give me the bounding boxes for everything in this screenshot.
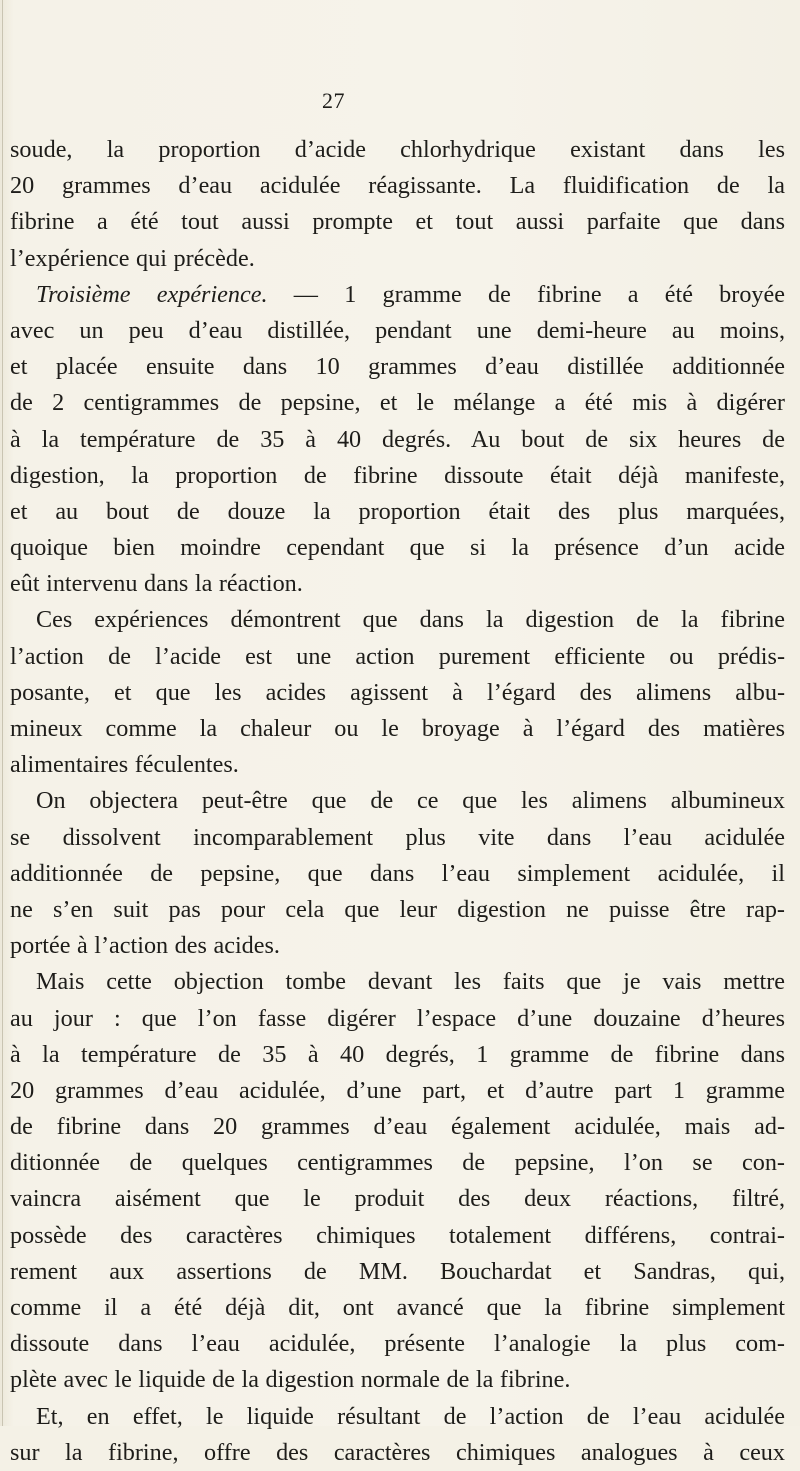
text-line-content: Et, en effet, le liquide résultant de l’action de l’eau acidulée: [36, 1402, 785, 1430]
text-line-content: l’expérience qui précède.: [10, 244, 255, 272]
text-line-content: l’action de l’acide est une action purement efficiente ou prédis-: [10, 642, 785, 670]
text-line: [10, 602, 785, 638]
text-line: [10, 1073, 785, 1109]
text-line: [10, 566, 785, 602]
text-line-content: quoique bien moindre cependant que si la présence d’un acide: [10, 534, 785, 562]
text-line: [10, 1435, 785, 1471]
text-line-content: mineux comme la chaleur ou le broyage à l’égard des matières: [10, 715, 785, 742]
text-line: [10, 1037, 785, 1073]
text-line: [10, 1326, 785, 1362]
text-line-content: fibrine a été tout aussi prompte et tout aussi parfaite que dans: [10, 208, 785, 236]
text-line: [10, 1001, 785, 1037]
text-line: [10, 892, 785, 928]
text-line-content: de fibrine dans 20 grammes d’eau également acidulée, mais ad-: [10, 1113, 785, 1141]
text-line-content: vaincra aisément que le produit des deux réactions, filtré,: [10, 1185, 785, 1213]
text-line-content: ne s’en suit pas pour cela que leur digestion ne puisse être rap-: [10, 895, 785, 923]
text-line-content: ditionnée de quelques centigrammes de pepsine, l’on se con-: [10, 1149, 785, 1177]
text-line: [10, 1290, 785, 1326]
text-line: [10, 277, 785, 313]
text-line: [10, 422, 785, 458]
text-line-content: de 2 centigrammes de pepsine, et le mélange a été mis à digérer: [10, 389, 785, 417]
text-line: [10, 711, 785, 747]
text-line: [10, 132, 785, 168]
text-line-content: 20 grammes d’eau acidulée, d’une part, et d’autre part 1 gramme: [10, 1076, 785, 1104]
text-line-content: rement aux assertions de MM. Bouchardat et Sandras, qui,: [10, 1257, 785, 1285]
text-line: [10, 928, 785, 964]
text-line: [10, 1109, 785, 1145]
text-line-content: sur la fibrine, offre des caractères chimiques analogues à ceux: [10, 1438, 785, 1466]
body-text: [10, 132, 785, 1471]
text-line: [10, 494, 785, 530]
text-line: [10, 241, 785, 277]
text-line: [10, 1254, 785, 1290]
text-line-content: — 1 gramme de fibrine a été broyée: [267, 280, 785, 308]
text-line-content: plète avec le liquide de la digestion normale de la fibrine.: [10, 1366, 571, 1394]
text-line-content: Mais cette objection tombe devant les faits que je vais mettre: [36, 968, 785, 996]
text-line-content: soude, la proportion d’acide chlorhydrique existant dans les: [10, 136, 785, 163]
text-line: [10, 313, 785, 349]
text-line-content: additionnée de pepsine, que dans l’eau simplement acidulée, il: [10, 859, 785, 887]
text-line: [10, 747, 785, 783]
text-line-content: portée à l’action des acides.: [10, 932, 280, 960]
text-line-content: 20 grammes d’eau acidulée réagissante. La fluidification de la: [10, 172, 785, 200]
text-line-content: à la température de 35 à 40 degrés. Au bout de six heures de: [10, 425, 785, 453]
text-line: [10, 385, 785, 421]
text-line: [10, 1399, 785, 1435]
text-line-content: eût intervenu dans la réaction.: [10, 570, 303, 598]
text-line-content: posante, et que les acides agissent à l’égard des alimens albu-: [10, 678, 785, 706]
text-line-content: au jour : que l’on fasse digérer l’espace d’une douzaine d’heures: [10, 1004, 785, 1032]
text-line: [10, 1145, 785, 1181]
text-line: [10, 530, 785, 566]
text-line: [10, 783, 785, 819]
text-line-content: et au bout de douze la proportion était des plus marquées,: [10, 497, 785, 525]
text-line-content: Ces expériences démontrent que dans la digestion de la fibrine: [36, 606, 785, 634]
text-line: [10, 820, 785, 856]
text-line: [10, 675, 785, 711]
text-line: [10, 458, 785, 494]
section-heading-italic: Troisième expérience.: [36, 280, 268, 308]
text-line-content: digestion, la proportion de fibrine dissoute était déjà manifeste,: [10, 461, 785, 489]
text-line: [10, 639, 785, 675]
text-line-content: à la température de 35 à 40 degrés, 1 gramme de fibrine dans: [10, 1040, 785, 1068]
text-line-content: et placée ensuite dans 10 grammes d’eau distillée additionnée: [10, 353, 785, 381]
text-line: [10, 856, 785, 892]
page-number: 27: [322, 88, 345, 113]
text-line-content: possède des caractères chimiques totalement différens, contrai-: [10, 1221, 785, 1249]
text-line-content: avec un peu d’eau distillée, pendant une demi-heure au moins,: [10, 316, 785, 344]
text-line-content: alimentaires féculentes.: [10, 751, 239, 779]
page-edge-rule: [2, 0, 3, 1426]
text-line: [10, 349, 785, 385]
text-line-content: On objectera peut-être que de ce que les alimens albumineux: [36, 787, 785, 815]
text-line: [10, 1362, 785, 1398]
text-line-content: dissoute dans l’eau acidulée, présente l’analogie la plus com-: [10, 1330, 785, 1358]
text-line: [10, 964, 785, 1000]
text-line: [10, 204, 785, 240]
text-line-content: se dissolvent incomparablement plus vite dans l’eau acidulée: [10, 823, 785, 851]
text-line: [10, 1218, 785, 1254]
text-line: [10, 168, 785, 204]
text-line-content: comme il a été déjà dit, ont avancé que la fibrine simplement: [10, 1294, 785, 1321]
text-line: [10, 1181, 785, 1217]
